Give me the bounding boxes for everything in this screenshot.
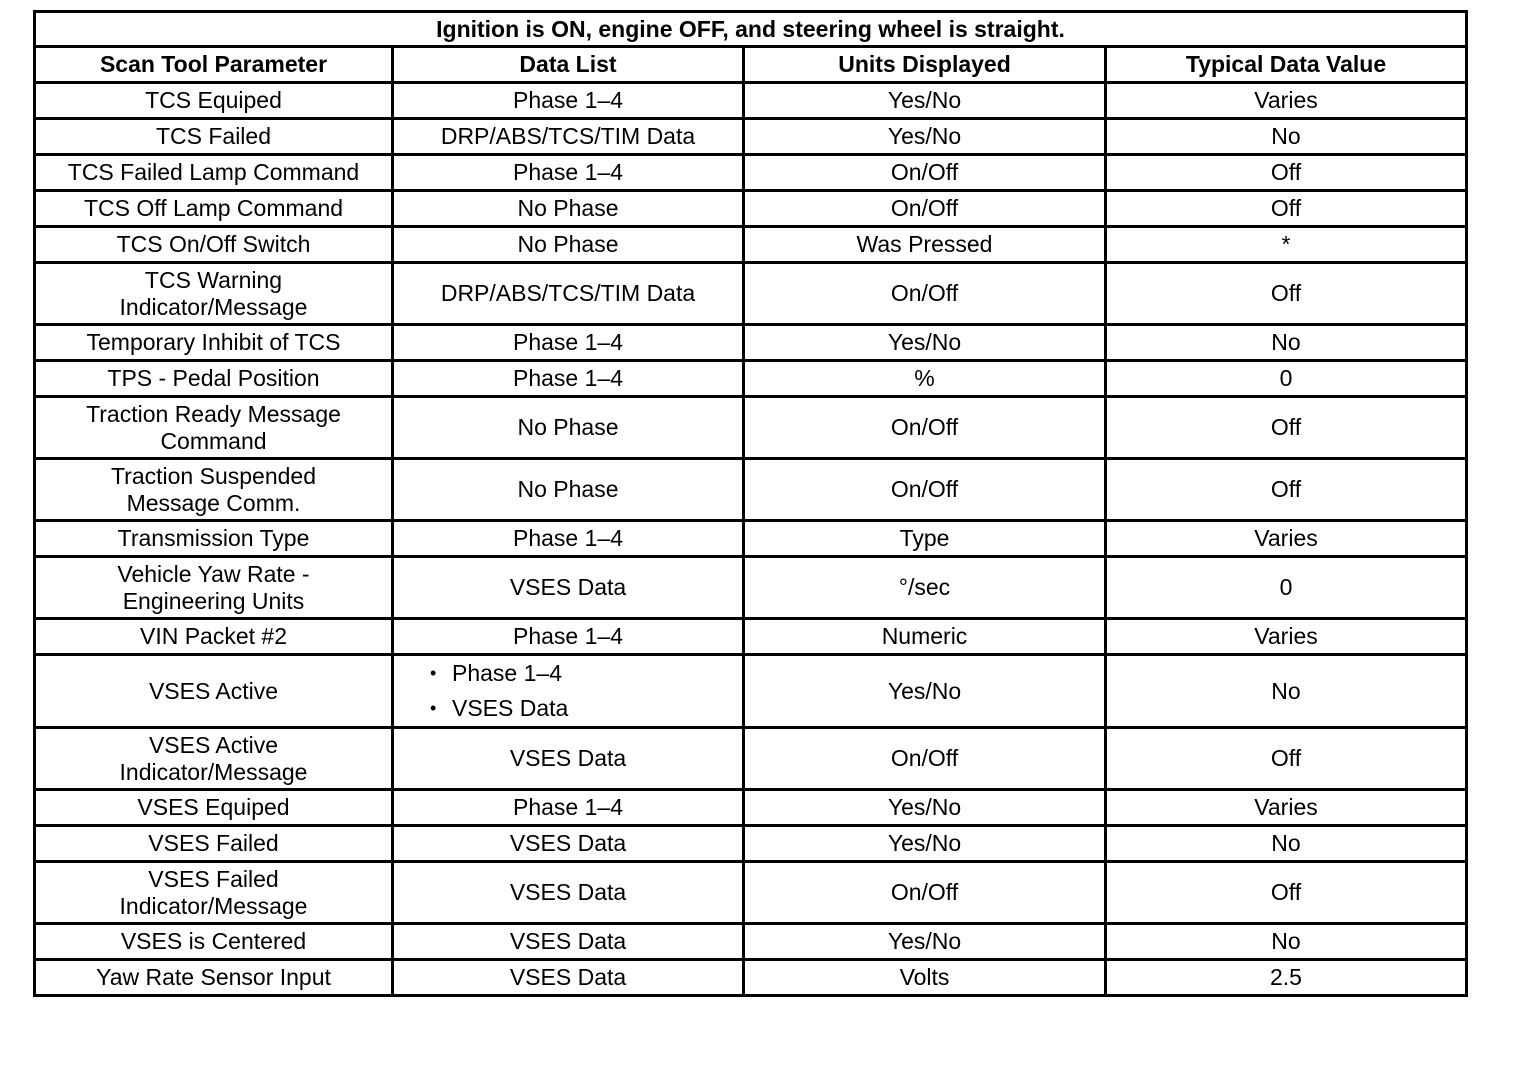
value-cell: Off xyxy=(1106,263,1467,325)
bullet-item: • Phase 1–4 xyxy=(430,656,736,691)
parameter-cell: TCS Failed Lamp Command xyxy=(35,155,393,191)
table-row xyxy=(35,263,1467,325)
data-list-cell: Phase 1–4 xyxy=(393,83,744,119)
parameter-line: Engineering Units xyxy=(122,587,305,614)
value-cell: Off xyxy=(1106,728,1467,790)
value-cell: Varies xyxy=(1106,619,1467,655)
data-list-cell: No Phase xyxy=(393,227,744,263)
scan-tool-data-table xyxy=(33,10,1468,997)
data-list-cell: DRP/ABS/TCS/TIM Data xyxy=(393,263,744,325)
units-cell: Yes/No xyxy=(744,325,1106,361)
data-list-cell: VSES Data xyxy=(393,728,744,790)
table-title: Ignition is ON, engine OFF, and steering wheel is straight. xyxy=(35,12,1467,47)
value-cell: Off xyxy=(1106,155,1467,191)
table-title-row xyxy=(35,12,1467,47)
parameter-line: TCS Warning xyxy=(144,266,283,293)
table-row xyxy=(35,83,1467,119)
data-list-cell: No Phase xyxy=(393,459,744,521)
parameter-cell: TPS - Pedal Position xyxy=(35,361,393,397)
value-cell: Off xyxy=(1106,862,1467,924)
parameter-line: VSES Failed xyxy=(148,865,279,892)
units-cell: On/Off xyxy=(744,728,1106,790)
units-cell: On/Off xyxy=(744,459,1106,521)
parameter-line: Vehicle Yaw Rate - xyxy=(117,560,310,587)
units-cell: Yes/No xyxy=(744,826,1106,862)
value-cell: Varies xyxy=(1106,790,1467,826)
parameter-line: Indicator/Message xyxy=(119,293,308,320)
table-row xyxy=(35,325,1467,361)
value-cell: Off xyxy=(1106,191,1467,227)
units-cell: % xyxy=(744,361,1106,397)
value-cell: No xyxy=(1106,655,1467,728)
table-row xyxy=(35,361,1467,397)
data-list-cell: Phase 1–4 xyxy=(393,325,744,361)
table-row xyxy=(35,924,1467,960)
data-list-cell: Phase 1–4 xyxy=(393,619,744,655)
parameter-cell xyxy=(35,862,393,924)
table-row xyxy=(35,227,1467,263)
table-row xyxy=(35,521,1467,557)
units-cell: Numeric xyxy=(744,619,1106,655)
parameter-cell: VSES Active xyxy=(35,655,393,728)
parameter-cell: TCS Equiped xyxy=(35,83,393,119)
table-header-row xyxy=(35,47,1467,83)
units-cell: On/Off xyxy=(744,263,1106,325)
data-list-cell: No Phase xyxy=(393,191,744,227)
units-cell: On/Off xyxy=(744,397,1106,459)
parameter-line: Traction Suspended xyxy=(110,462,316,489)
data-list-cell: Phase 1–4 xyxy=(393,521,744,557)
parameter-cell: VSES is Centered xyxy=(35,924,393,960)
units-cell: Yes/No xyxy=(744,924,1106,960)
data-list-cell: Phase 1–4 xyxy=(393,790,744,826)
table-row xyxy=(35,155,1467,191)
parameter-line: Message Comm. xyxy=(126,489,301,516)
parameter-cell: Temporary Inhibit of TCS xyxy=(35,325,393,361)
parameter-line: Traction Ready Message xyxy=(86,400,341,427)
header-units-displayed: Units Displayed xyxy=(744,47,1106,83)
table-row xyxy=(35,119,1467,155)
data-list-cell: VSES Data xyxy=(393,960,744,996)
bullet-item: • VSES Data xyxy=(430,691,736,726)
table-row xyxy=(35,655,1467,728)
parameter-cell: TCS On/Off Switch xyxy=(35,227,393,263)
parameter-cell: Transmission Type xyxy=(35,521,393,557)
value-cell: * xyxy=(1106,227,1467,263)
parameter-cell xyxy=(35,459,393,521)
value-cell: Varies xyxy=(1106,521,1467,557)
value-cell: Off xyxy=(1106,459,1467,521)
value-cell: No xyxy=(1106,924,1467,960)
value-cell: 2.5 xyxy=(1106,960,1467,996)
table-row xyxy=(35,728,1467,790)
parameter-cell xyxy=(35,728,393,790)
value-cell: 0 xyxy=(1106,361,1467,397)
data-list-bullets xyxy=(400,656,736,726)
parameter-cell: VSES Equiped xyxy=(35,790,393,826)
parameter-cell: VIN Packet #2 xyxy=(35,619,393,655)
table-row xyxy=(35,191,1467,227)
data-list-cell: VSES Data xyxy=(393,924,744,960)
table-row xyxy=(35,557,1467,619)
parameter-line: Indicator/Message xyxy=(119,758,308,785)
units-cell: Was Pressed xyxy=(744,227,1106,263)
value-cell: No xyxy=(1106,325,1467,361)
parameter-line: Command xyxy=(160,427,267,454)
units-cell: °/sec xyxy=(744,557,1106,619)
value-cell: No xyxy=(1106,826,1467,862)
data-list-cell: Phase 1–4 xyxy=(393,361,744,397)
units-cell: On/Off xyxy=(744,191,1106,227)
value-cell: No xyxy=(1106,119,1467,155)
data-list-cell xyxy=(393,655,744,728)
data-list-cell: No Phase xyxy=(393,397,744,459)
units-cell: Volts xyxy=(744,960,1106,996)
parameter-cell xyxy=(35,397,393,459)
units-cell: Yes/No xyxy=(744,790,1106,826)
units-cell: Yes/No xyxy=(744,655,1106,728)
data-list-cell: Phase 1–4 xyxy=(393,155,744,191)
parameter-cell: VSES Failed xyxy=(35,826,393,862)
table-row xyxy=(35,826,1467,862)
table-row xyxy=(35,459,1467,521)
table-row xyxy=(35,619,1467,655)
units-cell: Type xyxy=(744,521,1106,557)
units-cell: On/Off xyxy=(744,862,1106,924)
parameter-cell: TCS Off Lamp Command xyxy=(35,191,393,227)
header-scan-tool-parameter: Scan Tool Parameter xyxy=(35,47,393,83)
data-list-cell: DRP/ABS/TCS/TIM Data xyxy=(393,119,744,155)
value-cell: Off xyxy=(1106,397,1467,459)
units-cell: Yes/No xyxy=(744,119,1106,155)
table-row xyxy=(35,960,1467,996)
table-row xyxy=(35,790,1467,826)
data-list-cell: VSES Data xyxy=(393,862,744,924)
value-cell: Varies xyxy=(1106,83,1467,119)
parameter-line: VSES Active xyxy=(148,731,279,758)
data-list-cell: VSES Data xyxy=(393,557,744,619)
parameter-cell: Yaw Rate Sensor Input xyxy=(35,960,393,996)
parameter-cell xyxy=(35,557,393,619)
table-row xyxy=(35,862,1467,924)
parameter-cell xyxy=(35,263,393,325)
units-cell: Yes/No xyxy=(744,83,1106,119)
parameter-cell: TCS Failed xyxy=(35,119,393,155)
table-row xyxy=(35,397,1467,459)
units-cell: On/Off xyxy=(744,155,1106,191)
parameter-line: Indicator/Message xyxy=(119,892,308,919)
header-data-list: Data List xyxy=(393,47,744,83)
value-cell: 0 xyxy=(1106,557,1467,619)
header-typical-data-value: Typical Data Value xyxy=(1106,47,1467,83)
data-list-cell: VSES Data xyxy=(393,826,744,862)
